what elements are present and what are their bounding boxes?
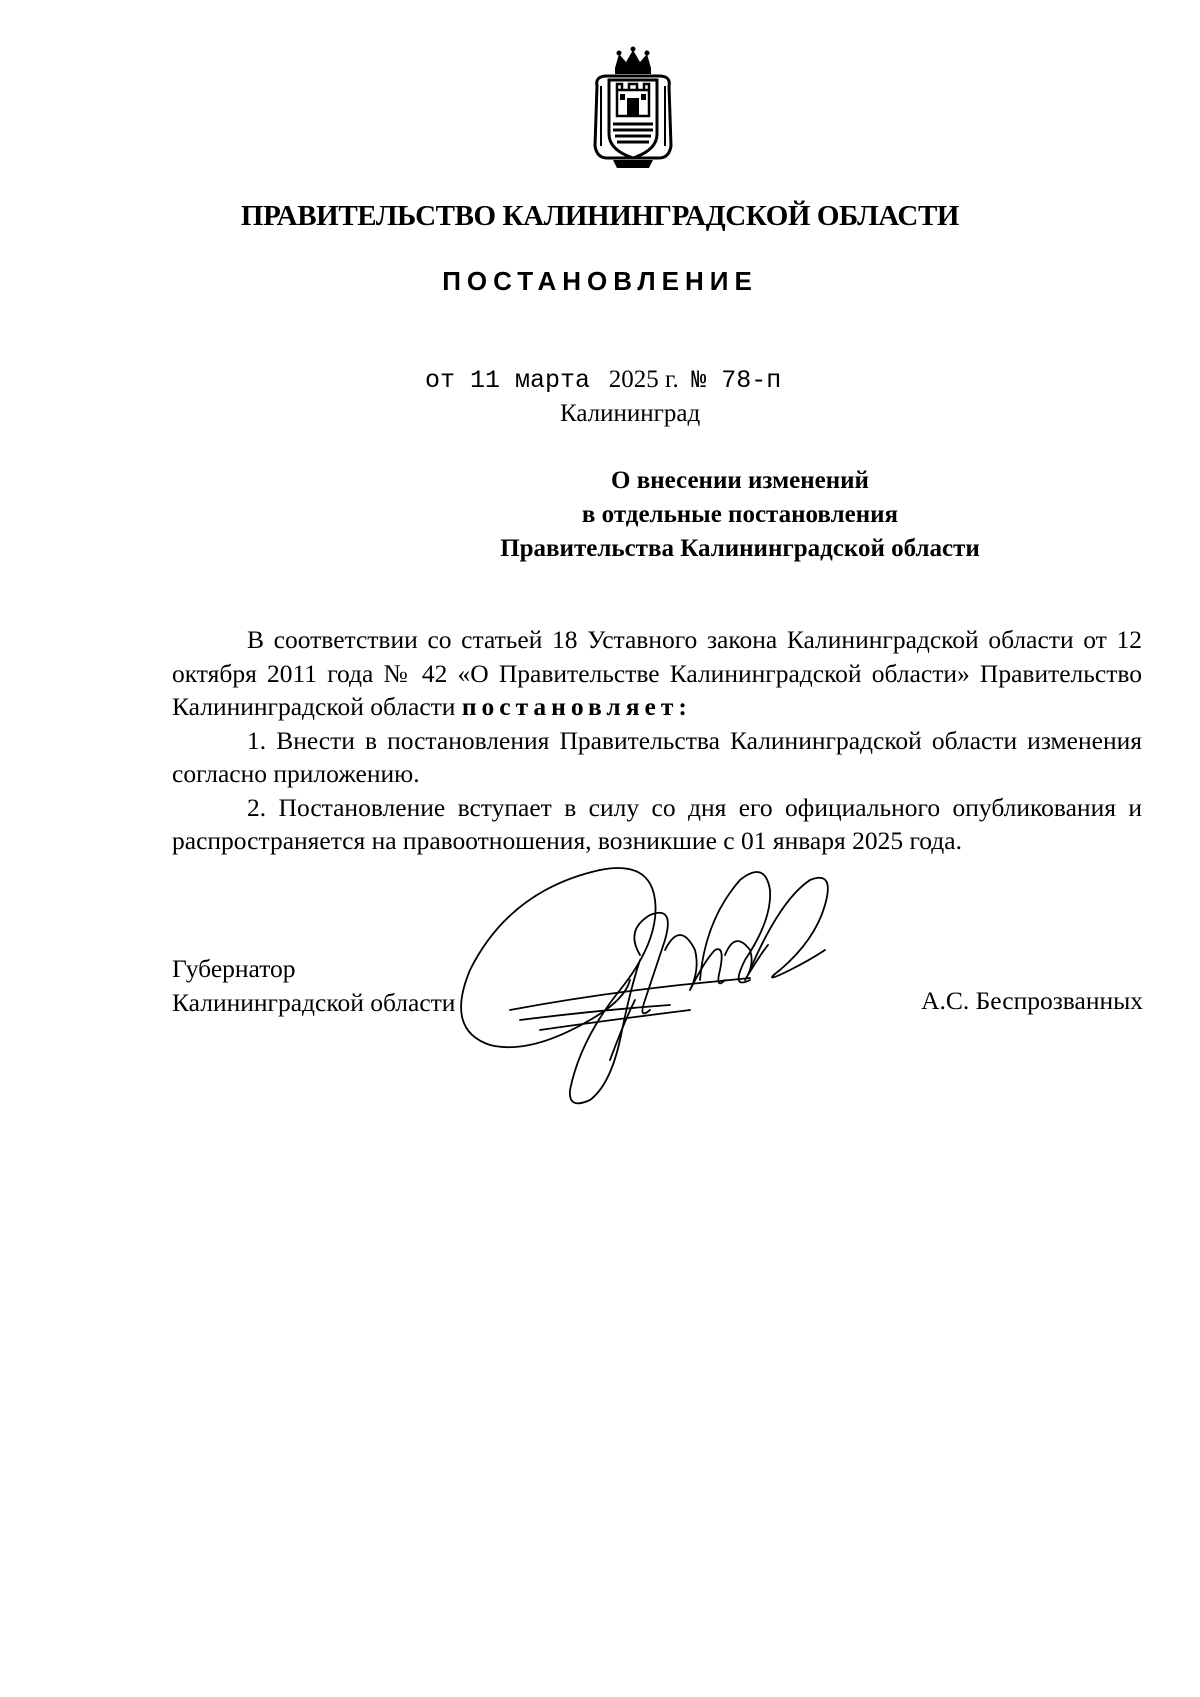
year: 2025 г. [608,366,679,393]
subject-line: Правительства Калининградской области [500,535,980,562]
city: Калининград [560,400,701,427]
preamble-text: В соответствии со статьей 18 Уставного закона Калининградской области от 12 октября 2011 года № 42 «О Правительстве Калининградской области» Правительство Калининградской области [172,625,1142,721]
clause-2: 2. Постановление вступает в силу со дня его официального опубликования и распространяется на правоотношения, возникшие с 01 января 2025 года. [172,792,1142,855]
coat-of-arms-icon [589,46,677,171]
role-line: Калининградской области [172,988,456,1017]
date-number-line [425,366,781,395]
handwritten-signature [450,860,870,1110]
role-line: Губернатор [172,954,296,983]
body-text [172,623,1142,858]
preamble-paragraph [172,623,1142,724]
government-title: ПРАВИТЕЛЬСТВО КАЛИНИНГРАДСКОЙ ОБЛАСТИ [240,200,960,232]
document-number: № 78-п [691,366,782,395]
signatory-name: А.С. Беспрозванных [921,986,1143,1015]
signatory-role [172,952,455,1020]
subject-heading [380,464,1100,566]
document-type: ПОСТАНОВЛЕНИЕ [442,266,758,296]
subject-line: в отдельные постановления [581,501,899,528]
resolves-keyword: постановляет: [461,692,692,721]
subject-line: О внесении изменений [611,467,869,494]
date-prefix: от 11 марта [425,366,591,395]
clause-1: 1. Внести в постановления Правительства Калининградской области изменения согласно приложению. [172,725,1142,788]
